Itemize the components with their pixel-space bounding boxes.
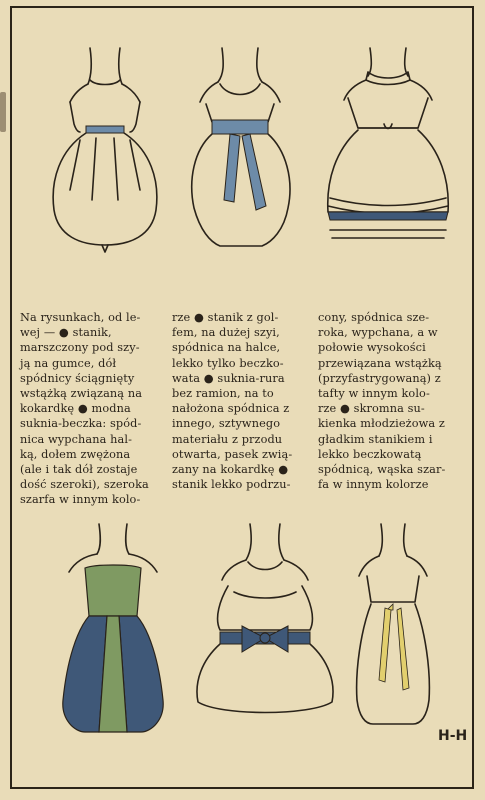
dress-illustration-golf-collar	[318, 40, 458, 260]
binding-mark	[0, 92, 6, 132]
dress-illustration-tube-open-skirt	[55, 520, 170, 740]
description-column-1: Na rysunkach, od le- wej — ● stanik, marszczony pod szy- ją na gumce, dół spódnicy ściągnięty wstążką związaną na kokardkę ● modna suknia-beczka: spód- nica wypchana hal- ką, dołem zwężona (ale i tak dół zostaje dość szeroki), szeroka szarfa w innym kolo-	[20, 311, 149, 507]
description-column-2: rze ● stanik z gol- fem, na dużej szyi, spódnica na halce, lekko tylko beczko- wata ● suknia-rura bez ramion, na to nałożona spódnica z innego, sztywnego materiału z przodu otwarta, pasek zwią- zany na kokardkę ● stanik lekko podrzu-	[172, 311, 293, 492]
description-column-3: cony, spódnica sze- roka, wypchana, a w połowie wysokości przewiązana wstążką (przyfastrygowaną) z tafty w innym kolo- rze ● skromna su- kienka młodzieżowa z gładkim stanikiem i lekko beczkowatą spódnicą, wąska szar- fa w innym kolorze	[318, 311, 446, 492]
artist-signature: H-H	[438, 728, 468, 744]
dress-illustration-youth-sash	[345, 520, 440, 740]
dress-illustration-bow-waist	[190, 520, 340, 740]
dress-illustration-gathered-neck	[40, 40, 170, 260]
dress-illustration-barrel-sash	[180, 40, 300, 260]
